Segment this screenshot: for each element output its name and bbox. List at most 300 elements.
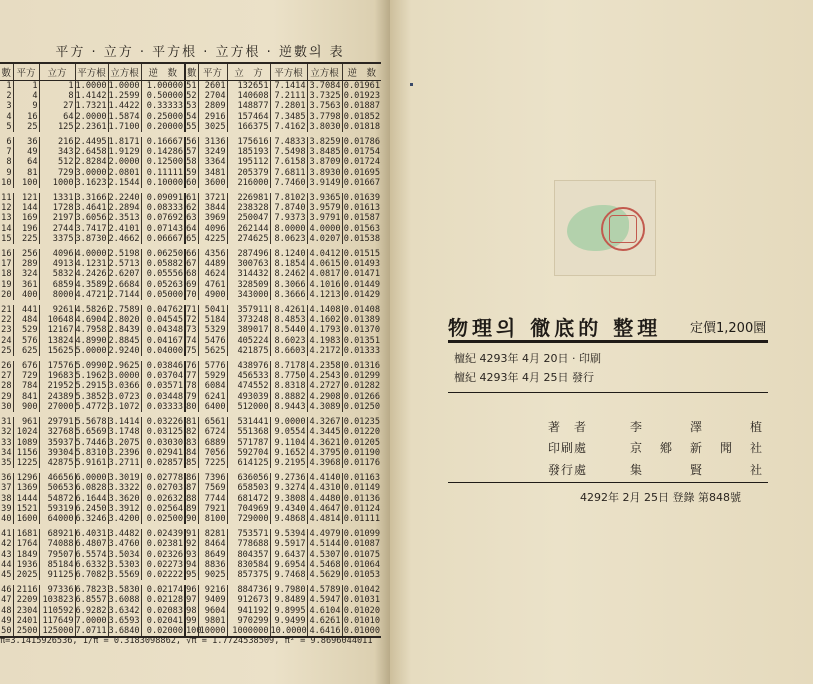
table-cell: 6.8557: [75, 595, 107, 606]
table-cell: 8100: [198, 514, 227, 527]
table-row: [0, 595, 381, 605]
table-cell: 24: [1, 335, 12, 346]
table-cell: 2.1544: [108, 178, 141, 191]
table-cell: 3249: [198, 147, 227, 157]
table-cell: 91125: [39, 570, 75, 583]
table-cell: 804357: [227, 550, 270, 560]
table-cell: 3.6088: [108, 595, 140, 606]
credit-char: 植: [749, 420, 762, 434]
table-cell: 46656: [39, 471, 75, 484]
table-cell: 0.01961: [343, 81, 380, 91]
table-cell: 0.01176: [342, 458, 381, 471]
table-cell: 90: [185, 514, 198, 527]
table-cell: 2601: [198, 81, 227, 92]
table-cell: 9.1652: [270, 448, 307, 458]
table-cell: 100: [186, 625, 202, 636]
table-cell: 8.3066: [270, 280, 307, 290]
table-cell: 205379: [227, 168, 270, 178]
table-cell: 94: [186, 559, 197, 570]
table-cell: 9.4340: [270, 504, 307, 514]
table-cell: 8.0000: [270, 224, 307, 234]
table-cell: 2704: [198, 91, 227, 101]
table-cell: 1.4422: [108, 101, 140, 112]
table-cell: 512000: [227, 402, 270, 415]
column-header: 平方: [13, 63, 39, 81]
table-cell: 576: [13, 336, 39, 346]
table-cell: 3.7798: [307, 112, 342, 122]
table-cell: 438976: [227, 359, 270, 372]
table-cell: 3.8730: [75, 234, 108, 247]
table-cell: 5832: [39, 269, 75, 279]
table-row: [0, 259, 381, 269]
credit-char: 社: [749, 441, 762, 455]
table-cell: 85: [185, 458, 198, 471]
table-cell: 9: [6, 167, 12, 178]
table-row: [0, 315, 381, 325]
table-cell: 2500: [13, 626, 39, 637]
table-cell: 3.2075: [108, 437, 140, 448]
table-cell: 82: [186, 427, 197, 438]
table-cell: 86: [185, 471, 198, 484]
table-cell: 2.6458: [75, 147, 107, 158]
table-cell: 0.01042: [342, 583, 381, 596]
table-cell: 52: [186, 91, 197, 102]
table-cell: 0.01667: [342, 178, 381, 191]
table-cell: 47: [1, 595, 12, 606]
table-row: [0, 606, 381, 616]
column-header: 立方: [39, 63, 75, 81]
table-cell: 49: [13, 147, 39, 157]
table-cell: 1.2599: [108, 91, 140, 102]
credit-char: 社: [749, 463, 762, 477]
table-cell: 18: [1, 269, 12, 280]
table-cell: 39304: [39, 448, 75, 458]
table-header-row: [0, 63, 381, 81]
table-cell: 0.03448: [141, 392, 185, 402]
table-cell: 66: [185, 247, 198, 260]
table-cell: 3.5303: [108, 559, 140, 570]
table-cell: 20: [1, 289, 12, 300]
table-cell: 62: [186, 203, 197, 214]
table-cell: 0.01316: [342, 359, 381, 372]
table-cell: 16: [13, 112, 39, 122]
table-cell: 8.4261: [270, 303, 307, 316]
table-cell: 185193: [227, 147, 270, 157]
table-cell: 29791: [39, 415, 75, 428]
table-cell: 75: [185, 346, 198, 359]
table-cell: 0.01087: [343, 539, 380, 550]
table-row: [0, 224, 381, 234]
table-cell: 289: [13, 259, 39, 269]
table-cell: 1089: [13, 438, 39, 448]
table-cell: 0.01163: [342, 471, 381, 484]
table-cell: 17: [1, 259, 12, 270]
table-cell: 3.4482: [108, 527, 141, 540]
table-cell: 22: [1, 315, 12, 326]
table-cell: 0.02222: [141, 570, 185, 583]
table-cell: 3.3019: [108, 471, 141, 484]
table-cell: 25: [1, 345, 12, 356]
table-cell: 0.01235: [342, 415, 381, 428]
table-cell: 0.01351: [343, 335, 380, 346]
table-cell: 0.03571: [141, 381, 185, 391]
table-cell: 3.9579: [307, 203, 342, 213]
table-cell: 2.8284: [75, 157, 107, 168]
table-cell: 67: [186, 259, 197, 270]
table-cell: 9409: [198, 595, 227, 605]
table-cell: 50: [1, 625, 12, 636]
table-cell: 6.3246: [75, 514, 108, 527]
table-cell: 3.1072: [108, 402, 141, 415]
table-cell: 8000: [39, 290, 75, 303]
table-cell: 0.01075: [343, 549, 380, 560]
table-cell: 3.9791: [307, 213, 342, 223]
title-rule: [448, 340, 768, 343]
table-cell: 0.01515: [342, 247, 381, 260]
table-cell: 69: [186, 279, 197, 290]
table-cell: 31: [1, 417, 12, 428]
table-cell: 5.6569: [75, 427, 107, 438]
table-cell: 0.02941: [141, 448, 185, 458]
table-cell: 3721: [198, 191, 227, 204]
table-cell: 83: [186, 437, 197, 448]
table-cell: 39: [1, 503, 12, 514]
table-cell: 729: [13, 371, 39, 381]
table-cell: 4.6104: [307, 606, 342, 616]
table-cell: 3.6056: [75, 213, 107, 224]
table-cell: 2.4662: [108, 234, 141, 247]
table-cell: 226981: [227, 191, 270, 204]
table-cell: 15: [1, 233, 12, 244]
table-cell: 0.01220: [343, 427, 380, 438]
table-cell: 3.8259: [307, 135, 342, 148]
table-cell: 941192: [227, 606, 270, 616]
table-cell: 38: [1, 493, 12, 504]
table-cell: 8649: [198, 550, 227, 560]
table-cell: 89: [186, 503, 197, 514]
table-cell: 6561: [198, 415, 227, 428]
table-cell: 4.3267: [307, 415, 342, 428]
table-cell: 33: [1, 437, 12, 448]
table-cell: 140608: [227, 91, 270, 101]
table-cell: 3.7417: [75, 223, 107, 234]
table-cell: 9.0554: [270, 427, 307, 437]
column-header: 數: [185, 63, 198, 81]
print-date: 檀紀 4293年 4月 20日 · 印刷: [454, 352, 601, 365]
table-cell: 3364: [198, 157, 227, 167]
table-cell: 729000: [227, 514, 270, 527]
table-cell: 1: [13, 81, 39, 92]
table-cell: 0.01587: [343, 213, 380, 224]
table-cell: 72: [186, 315, 197, 326]
table-cell: 884736: [227, 583, 270, 596]
table-cell: 0.02128: [141, 595, 185, 605]
table-cell: 0.01923: [343, 91, 380, 102]
table-cell: 3.4641: [75, 203, 107, 214]
table-cell: 0.01053: [342, 570, 381, 583]
table-cell: 3.8930: [307, 168, 342, 178]
table-cell: 4.3445: [307, 427, 342, 437]
table-cell: 30: [1, 401, 12, 412]
table-cell: 250047: [227, 213, 270, 223]
dates-rule: [448, 392, 768, 393]
table-cell: 4900: [198, 290, 227, 303]
table-cell: 0.01370: [343, 325, 380, 336]
table-cell: 3.7563: [307, 101, 342, 111]
table-cell: 2.7589: [108, 303, 141, 316]
table-cell: 0.20000: [141, 122, 185, 135]
table-row: [0, 336, 381, 346]
table-cell: 0.02326: [141, 550, 185, 560]
table-cell: 9604: [198, 606, 227, 616]
table-row: [0, 514, 381, 527]
table-cell: 4761: [198, 280, 227, 290]
table-cell: 2.9625: [108, 359, 141, 372]
table-cell: 34: [1, 447, 12, 458]
credit-role: 發行處: [548, 463, 588, 477]
table-cell: 0.09091: [141, 191, 185, 204]
table-cell: 9.8489: [270, 595, 307, 605]
column-header: 平方根: [75, 63, 108, 81]
table-cell: 0.02083: [141, 606, 185, 616]
table-cell: 5929: [198, 371, 227, 381]
table-cell: 51: [186, 81, 197, 91]
table-cell: 9.5394: [270, 527, 307, 540]
table-cell: 32: [1, 427, 12, 438]
table-cell: 216000: [227, 178, 270, 191]
table-cell: 0.10000: [141, 178, 185, 191]
table-cell: 8.6603: [270, 346, 307, 359]
table-cell: 753571: [227, 527, 270, 540]
table-cell: 1.8171: [108, 135, 141, 148]
table-cell: 2.2240: [108, 191, 141, 204]
table-cell: 4913: [39, 259, 75, 269]
table-cell: 0.01429: [342, 290, 381, 303]
table-cell: 0.11111: [141, 168, 185, 178]
table-cell: 8.4853: [270, 315, 307, 325]
table-cell: 5.0000: [75, 346, 108, 359]
table-cell: 7.1414: [270, 81, 307, 92]
table-cell: 61: [185, 191, 198, 204]
table-cell: 6.7082: [75, 570, 108, 583]
table-cell: 3.8485: [307, 147, 342, 157]
ink-dot: [410, 83, 413, 86]
table-cell: 7.6811: [270, 168, 307, 178]
table-cell: 2.7144: [108, 290, 141, 303]
table-cell: 5.3852: [75, 391, 107, 402]
column-header: 數: [0, 63, 13, 81]
table-cell: 1000: [39, 178, 75, 191]
table-cell: 175616: [227, 135, 270, 148]
table-cell: 531441: [227, 415, 270, 428]
table-cell: 961: [13, 415, 39, 428]
table-cell: 9.7980: [270, 583, 307, 596]
table-cell: 8.9443: [270, 402, 307, 415]
table-cell: 4.5789: [307, 583, 342, 596]
table-cell: 0.01266: [343, 391, 380, 402]
table-cell: 46: [1, 585, 12, 596]
table-cell: 3.6593: [108, 615, 140, 626]
table-cell: 225: [13, 234, 39, 247]
table-cell: 0.01149: [343, 483, 380, 494]
table-row: [0, 290, 381, 303]
table-cell: 7.9373: [270, 213, 307, 223]
table-cell: 7396: [198, 471, 227, 484]
table-cell: 2.3513: [108, 213, 140, 224]
table-cell: 7569: [198, 483, 227, 493]
table-cell: 3375: [39, 234, 75, 247]
table-row: [0, 234, 381, 247]
table-cell: 3.6342: [108, 605, 140, 616]
table-cell: 912673: [227, 595, 270, 605]
table-cell: 99: [186, 615, 197, 626]
table-cell: 1369: [13, 483, 39, 493]
table-cell: 5.7446: [75, 437, 107, 448]
table-cell: 3.4200: [108, 514, 141, 527]
table-cell: 7.8740: [270, 203, 307, 213]
table-cell: 0.02703: [141, 483, 185, 493]
table-cell: 4.4140: [307, 471, 342, 484]
table-cell: 3.0723: [108, 391, 140, 402]
table-cell: 484: [13, 315, 39, 325]
table-cell: 3.1748: [108, 427, 140, 438]
table-cell: 71: [185, 303, 198, 316]
constants-line: π=3.1415926536, 1/π = 0.3183098862, √π = 1.7724538509, π² = 9.8696044011: [0, 636, 373, 646]
table-cell: 421875: [227, 346, 270, 359]
table-cell: 4.5307: [307, 550, 342, 560]
table-cell: 357911: [227, 303, 270, 316]
table-cell: 37: [1, 483, 12, 494]
table-cell: 0.04545: [141, 315, 185, 325]
table-cell: 6859: [39, 280, 75, 290]
table-cell: 3.7325: [307, 91, 342, 101]
table-cell: 85184: [39, 560, 75, 570]
table-cell: 2.8439: [108, 325, 140, 336]
table-cell: 0.02632: [141, 494, 185, 504]
table-cell: 5.2915: [75, 381, 107, 392]
table-cell: 0.01299: [343, 371, 380, 382]
table-cell: 4.3621: [307, 438, 342, 448]
table-cell: 70: [185, 290, 198, 303]
column-header: 平方: [198, 63, 227, 81]
credit-role: 印刷處: [548, 441, 588, 455]
table-row: [0, 539, 381, 549]
column-header: 逆 数: [342, 63, 381, 81]
table-cell: 27: [39, 101, 75, 111]
table-cell: 0.05556: [141, 269, 185, 279]
table-cell: 3.5034: [108, 549, 140, 560]
issue-date: 檀紀 4293年 4月 25日 發行: [454, 371, 594, 384]
table-cell: 3: [6, 101, 12, 112]
table-cell: 4225: [198, 234, 227, 247]
table-cell: 3.3322: [108, 483, 140, 494]
table-cell: 324: [13, 269, 39, 279]
table-cell: 970299: [227, 616, 270, 626]
table-cell: 262144: [227, 224, 270, 234]
table-cell: 7056: [198, 448, 227, 458]
table-cell: 4.1016: [307, 280, 342, 290]
table-cell: 343000: [227, 290, 270, 303]
table-cell: 512: [39, 157, 75, 167]
table-cell: 2.2894: [108, 203, 140, 214]
table-cell: 0.01205: [343, 437, 380, 448]
table-cell: 7.4833: [270, 135, 307, 148]
table-cell: 6.4031: [75, 527, 108, 540]
table-cell: 1600: [13, 514, 39, 527]
table-cell: 8464: [198, 539, 227, 549]
table-cell: 125000: [39, 626, 75, 637]
table-cell: 3.0000: [75, 167, 107, 178]
table-cell: 7.4162: [270, 122, 307, 135]
table-cell: 1024: [13, 427, 39, 437]
table-row: [0, 583, 381, 596]
table-cell: 78: [186, 381, 197, 392]
table-cell: 1225: [13, 458, 39, 471]
table-row: [0, 91, 381, 101]
table-cell: 7.2801: [270, 101, 307, 111]
table-row: [0, 527, 381, 540]
table-cell: 4.2908: [307, 392, 342, 402]
table-cell: 0.01111: [342, 514, 381, 527]
table-cell: 2809: [198, 101, 227, 111]
table-cell: 1764: [13, 539, 39, 549]
table-cell: 0.01064: [343, 559, 380, 570]
table-cell: 27000: [39, 402, 75, 415]
table-cell: 4.3968: [307, 458, 342, 471]
table-cell: 2.6684: [108, 279, 140, 290]
table-cell: 3025: [198, 122, 227, 135]
table-cell: 8.5440: [270, 325, 307, 335]
table-cell: 5476: [198, 336, 227, 346]
table-cell: 4: [6, 111, 12, 122]
column-header: 逆 数: [141, 63, 185, 81]
table-cell: 4.1983: [307, 336, 342, 346]
table-row: [0, 504, 381, 514]
table-cell: 4.0207: [307, 234, 342, 247]
table-cell: 2304: [13, 606, 39, 616]
table-cell: 76: [185, 359, 198, 372]
table-cell: 1936: [13, 560, 39, 570]
table-row: [0, 483, 381, 493]
table-cell: 7.6158: [270, 157, 307, 167]
table-cell: 1521: [13, 504, 39, 514]
table-cell: 1156: [13, 448, 39, 458]
table-cell: 24389: [39, 392, 75, 402]
table-row: [0, 168, 381, 178]
table-cell: 157464: [227, 112, 270, 122]
column-header: 立 方: [227, 63, 270, 81]
table-cell: 144: [13, 203, 39, 213]
table-cell: 97: [186, 595, 197, 606]
table-cell: 45: [1, 569, 12, 580]
credit-value: [630, 418, 762, 435]
table-cell: 68: [186, 269, 197, 280]
table-row: [0, 427, 381, 437]
table-cell: 68921: [39, 527, 75, 540]
table-cell: 7744: [198, 494, 227, 504]
table-cell: 64: [186, 223, 197, 234]
table-cell: 238328: [227, 203, 270, 213]
table-cell: 8.6023: [270, 336, 307, 346]
table-cell: 59: [186, 167, 197, 178]
table-row: [0, 178, 381, 191]
credit-char: 賢: [689, 463, 702, 477]
table-cell: 4.4979: [307, 527, 342, 540]
table-cell: 74: [186, 335, 197, 346]
table-cell: 6.2450: [75, 503, 107, 514]
table-cell: 166375: [227, 122, 270, 135]
table-cell: 64: [13, 157, 39, 167]
